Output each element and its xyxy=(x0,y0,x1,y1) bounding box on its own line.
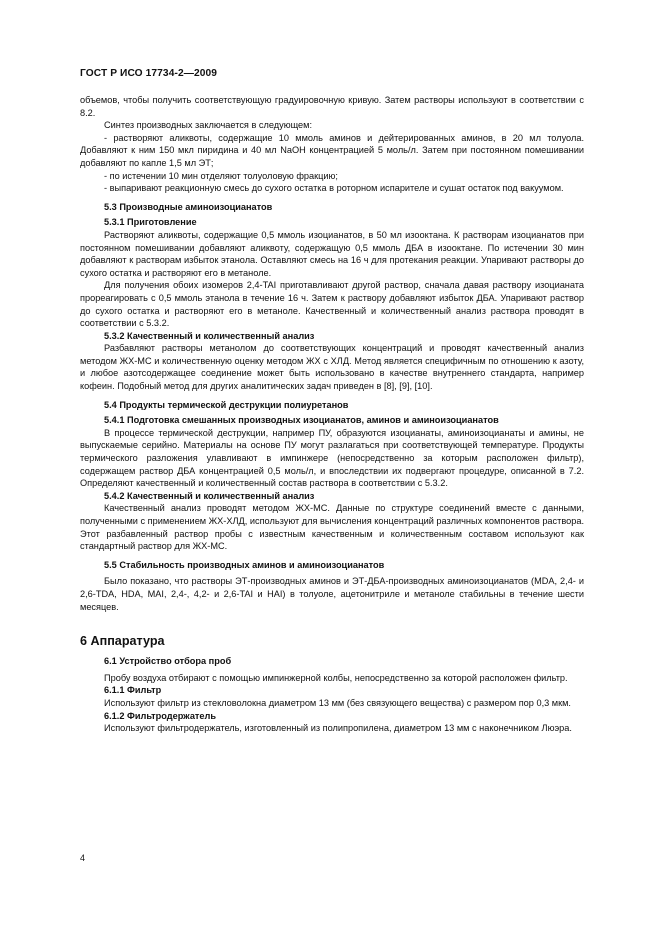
paragraph: Растворяют аликвоты, содержащие 0,5 ммоль изоцианатов, в 50 мл изооктана. К растворам изоцианатов при постоянном помешивании добавляют аликвоту, содержащую 0,5 ммоль ДБА в изооктане. По истечении 30 мин добавляют к растворам избыток этанола. Оставляют смесь на 16 ч для протекания реакции. Упаривают растворы до сухого остатка и растворяют его в метаноле. xyxy=(80,229,584,278)
section-heading-5-3: 5.3 Производные аминоизоцианатов xyxy=(104,201,273,212)
paragraph: Используют фильтродержатель, изготовленный из полипропилена, диаметром 13 мм с наконечником Люэра. xyxy=(104,723,572,734)
list-item: - выпаривают реакционную смесь до сухого остатка в роторном испарителе и сушат остаток под вакуумом. xyxy=(104,183,564,194)
paragraph: Было показано, что растворы ЭТ-производных аминов и ЭТ-ДБА-производных аминоизоцианатов (MDA, 2,4- и 2,6-TDA, HDA, MAI, 2,4-, 4,2- и 2,6-TAI и HAI) в толуоле, ацетонитриле и метаноле стабильны в течение шести месяцев. xyxy=(80,576,584,612)
paragraph: Синтез производных заключается в следующем: xyxy=(104,120,313,131)
list-item: - растворяют аликвоты, содержащие 10 ммоль аминов и дейтерированных аминов, в 20 мл толуола. Добавляют к ним 150 мкл пиридина и 40 мл NaOH концентрацией 5 моль/л. Затем при постоянном помешивании добавляют по капле 1,5 мл ЭТ; xyxy=(80,132,584,168)
paragraph: Для получения обоих изомеров 2,4-TAI приготавливают другой раствор, сначала давая раствору изоцианата прореагировать с 0,5 ммоль этанола в течение 16 ч. Затем к раствору добавляют избыток ДБА. Упаривают раствор до сухого остатка и растворяют его в метаноле. Качественный и количественный анализ раствора проводят в соответствии с 5.3.2. xyxy=(80,280,584,329)
subsection-heading-6-1-1: 6.1.1 Фильтр xyxy=(104,685,162,696)
section-heading-5-4: 5.4 Продукты термической деструкции полиуретанов xyxy=(104,399,349,410)
document-body xyxy=(80,94,584,735)
document-header: ГОСТ Р ИСО 17734-2—2009 xyxy=(80,68,218,79)
paragraph: Разбавляют растворы метанолом до соответствующих концентраций и проводят качественный анализ методом ЖХ-МС и количественную оценку методом ЖХ с ХЛД. Метод является специфичным по отношению к азоту, и любое азотсодержащее соединение может быть использовано в качестве внутреннего стандарта, например кофеин. Подобный метод для других аналитических задач приведен в [8], [9], [10]. xyxy=(80,343,584,392)
subsection-heading-5-3-1: 5.3.1 Приготовление xyxy=(104,217,197,228)
paragraph: Качественный анализ проводят методом ЖХ-МС. Данные по структуре соединений вместе с данными, полученными с применением ЖХ-ХЛД, используют для вычисления концентраций различных компонентов раствора. Этот разбавленный раствор пробы с известным качественным и количественным составом используют как стандартный раствор для ЖХ-МС. xyxy=(80,503,584,552)
list-item: - по истечении 10 мин отделяют толуоловую фракцию; xyxy=(104,170,338,181)
section-heading-5-5: 5.5 Стабильность производных аминов и аминоизоцианатов xyxy=(104,559,385,570)
subsection-heading-6-1-2: 6.1.2 Фильтродержатель xyxy=(104,710,217,721)
section-heading-6-1: 6.1 Устройство отбора проб xyxy=(104,656,232,667)
subsection-heading-5-3-2: 5.3.2 Качественный и количественный анализ xyxy=(104,330,315,341)
paragraph: Используют фильтр из стекловолокна диаметром 13 мм (без связующего вещества) с размером пор 0,3 мкм. xyxy=(104,697,571,708)
paragraph: В процессе термической деструкции, например ПУ, образуются изоцианаты, аминоизоцианаты и амины, не выпускаемые серийно. Материалы на основе ПУ могут разлагаться при соответствующей температуре. Продукты термического разложения улавливают в импинжере (непосредственно за которым расположен фильтр), содержащем раствор ДБА концентрацией 0,5 моль/л, и впоследствии их подвергают процедуре, описанной в 7.2. Определяют качественный и количественный состав раствора в соответствии с 5.3.2. xyxy=(80,427,584,489)
chapter-heading-6: 6 Аппаратура xyxy=(80,634,165,649)
page-number: 4 xyxy=(80,853,86,863)
subsection-heading-5-4-2: 5.4.2 Качественный и количественный анализ xyxy=(104,490,315,501)
subsection-heading-5-4-1: 5.4.1 Подготовка смешанных производных изоцианатов, аминов и аминоизоцианатов xyxy=(104,415,499,426)
paragraph: объемов, чтобы получить соответствующую градуировочную кривую. Затем растворы используют в соответствии с 8.2. xyxy=(80,95,584,118)
paragraph: Пробу воздуха отбирают с помощью импинжерной колбы, непосредственно за которой расположен фильтр. xyxy=(104,672,568,683)
